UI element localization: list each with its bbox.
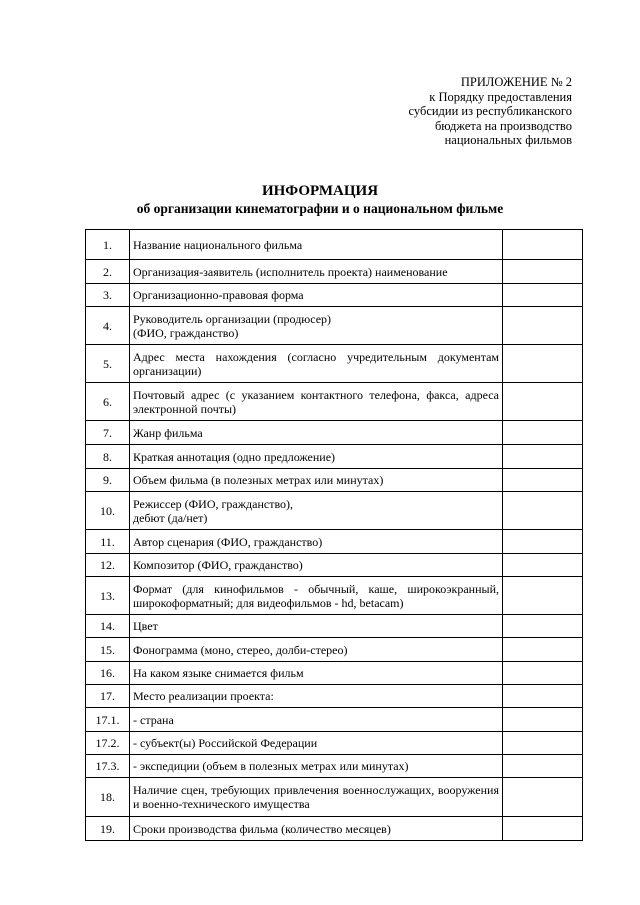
row-number: 17.2. xyxy=(86,732,130,755)
row-number: 13. xyxy=(86,577,130,615)
table-row xyxy=(86,383,583,421)
appendix-line: национальных фильмов xyxy=(444,133,572,148)
row-label: Формат (для кинофильмов - обычный, каше, широкоэкранный, широкоформатный; для видеофильмов - hd, betacam) xyxy=(130,577,503,615)
row-value-cell[interactable] xyxy=(503,345,583,383)
table-row xyxy=(86,817,583,841)
row-number: 16. xyxy=(86,662,130,685)
row-number: 11. xyxy=(86,530,130,554)
row-value-cell[interactable] xyxy=(503,469,583,492)
row-number: 12. xyxy=(86,554,130,577)
row-label: Жанр фильма xyxy=(130,421,503,445)
row-number: 10. xyxy=(86,492,130,530)
row-number: 2. xyxy=(86,260,130,284)
row-number: 8. xyxy=(86,445,130,469)
row-label: Режиссер (ФИО, гражданство), дебют (да/нет) xyxy=(130,492,503,530)
table-row xyxy=(86,260,583,284)
table-row xyxy=(86,685,583,708)
table-row xyxy=(86,662,583,685)
row-value-cell[interactable] xyxy=(503,421,583,445)
row-label: Цвет xyxy=(130,615,503,638)
row-value-cell[interactable] xyxy=(503,708,583,732)
row-label: - страна xyxy=(130,708,503,732)
row-value-cell[interactable] xyxy=(503,554,583,577)
table-row xyxy=(86,577,583,615)
row-label: Место реализации проекта: xyxy=(130,685,503,708)
row-number: 14. xyxy=(86,615,130,638)
row-value-cell[interactable] xyxy=(503,662,583,685)
table-row xyxy=(86,421,583,445)
row-label: Почтовый адрес (с указанием контактного телефона, факса, адреса электронной почты) xyxy=(130,383,503,421)
row-label: Руководитель организации (продюсер) (ФИО, гражданство) xyxy=(130,307,503,345)
row-number: 15. xyxy=(86,638,130,662)
row-value-cell[interactable] xyxy=(503,230,583,260)
table-row xyxy=(86,230,583,260)
info-table xyxy=(85,229,583,841)
appendix-line: ПРИЛОЖЕНИЕ № 2 xyxy=(460,75,572,89)
row-value-cell[interactable] xyxy=(503,732,583,755)
table-row xyxy=(86,345,583,383)
row-label: Объем фильма (в полезных метрах или минутах) xyxy=(130,469,503,492)
table-row xyxy=(86,307,583,345)
table-row xyxy=(86,638,583,662)
table-row xyxy=(86,469,583,492)
row-number: 4. xyxy=(86,307,130,345)
row-value-cell[interactable] xyxy=(503,778,583,817)
row-number: 18. xyxy=(86,778,130,817)
row-value-cell[interactable] xyxy=(503,260,583,284)
row-label: - субъект(ы) Российской Федерации xyxy=(130,732,503,755)
row-value-cell[interactable] xyxy=(503,445,583,469)
row-number: 17.3. xyxy=(86,755,130,778)
row-value-cell[interactable] xyxy=(503,755,583,778)
row-number: 1. xyxy=(86,230,130,260)
row-label: Наличие сцен, требующих привлечения военнослужащих, вооружения и военно-технического имущества xyxy=(130,778,503,817)
document-title: ИНФОРМАЦИЯ xyxy=(261,183,379,199)
row-label: Адрес места нахождения (согласно учредительным документам организации) xyxy=(130,345,503,383)
row-value-cell[interactable] xyxy=(503,383,583,421)
table-row xyxy=(86,284,583,307)
appendix-line: к Порядку предоставления xyxy=(429,89,572,104)
row-label: Фонограмма (моно, стерео, долби-стерео) xyxy=(130,638,503,662)
appendix-line: субсидии из республиканского xyxy=(408,104,572,119)
table-row xyxy=(86,445,583,469)
table-row xyxy=(86,755,583,778)
row-value-cell[interactable] xyxy=(503,615,583,638)
row-label: Композитор (ФИО, гражданство) xyxy=(130,554,503,577)
table-row xyxy=(86,554,583,577)
row-value-cell[interactable] xyxy=(503,307,583,345)
row-label: Автор сценария (ФИО, гражданство) xyxy=(130,530,503,554)
table-row xyxy=(86,492,583,530)
appendix-header xyxy=(408,75,572,148)
row-number: 5. xyxy=(86,345,130,383)
row-value-cell[interactable] xyxy=(503,577,583,615)
row-number: 17.1. xyxy=(86,708,130,732)
appendix-line: бюджета на производство xyxy=(434,118,572,133)
row-label: Организация-заявитель (исполнитель проекта) наименование xyxy=(130,260,503,284)
row-label: На каком языке снимается фильм xyxy=(130,662,503,685)
row-value-cell[interactable] xyxy=(503,817,583,841)
row-number: 6. xyxy=(86,383,130,421)
row-value-cell[interactable] xyxy=(503,284,583,307)
row-value-cell[interactable] xyxy=(503,492,583,530)
row-number: 17. xyxy=(86,685,130,708)
row-number: 3. xyxy=(86,284,130,307)
row-label: - экспедиции (объем в полезных метрах или минутах) xyxy=(130,755,503,778)
row-label: Краткая аннотация (одно предложение) xyxy=(130,445,503,469)
table-row xyxy=(86,708,583,732)
row-label: Название национального фильма xyxy=(130,230,503,260)
row-number: 9. xyxy=(86,469,130,492)
row-value-cell[interactable] xyxy=(503,685,583,708)
row-label: Организационно-правовая форма xyxy=(130,284,503,307)
row-number: 19. xyxy=(86,817,130,841)
table-row xyxy=(86,778,583,817)
document-subtitle: об организации кинематографии и о национальном фильме xyxy=(136,201,504,216)
table-row xyxy=(86,732,583,755)
table-row xyxy=(86,615,583,638)
row-label: Сроки производства фильма (количество месяцев) xyxy=(130,817,503,841)
row-value-cell[interactable] xyxy=(503,638,583,662)
table-row xyxy=(86,530,583,554)
row-number: 7. xyxy=(86,421,130,445)
row-value-cell[interactable] xyxy=(503,530,583,554)
